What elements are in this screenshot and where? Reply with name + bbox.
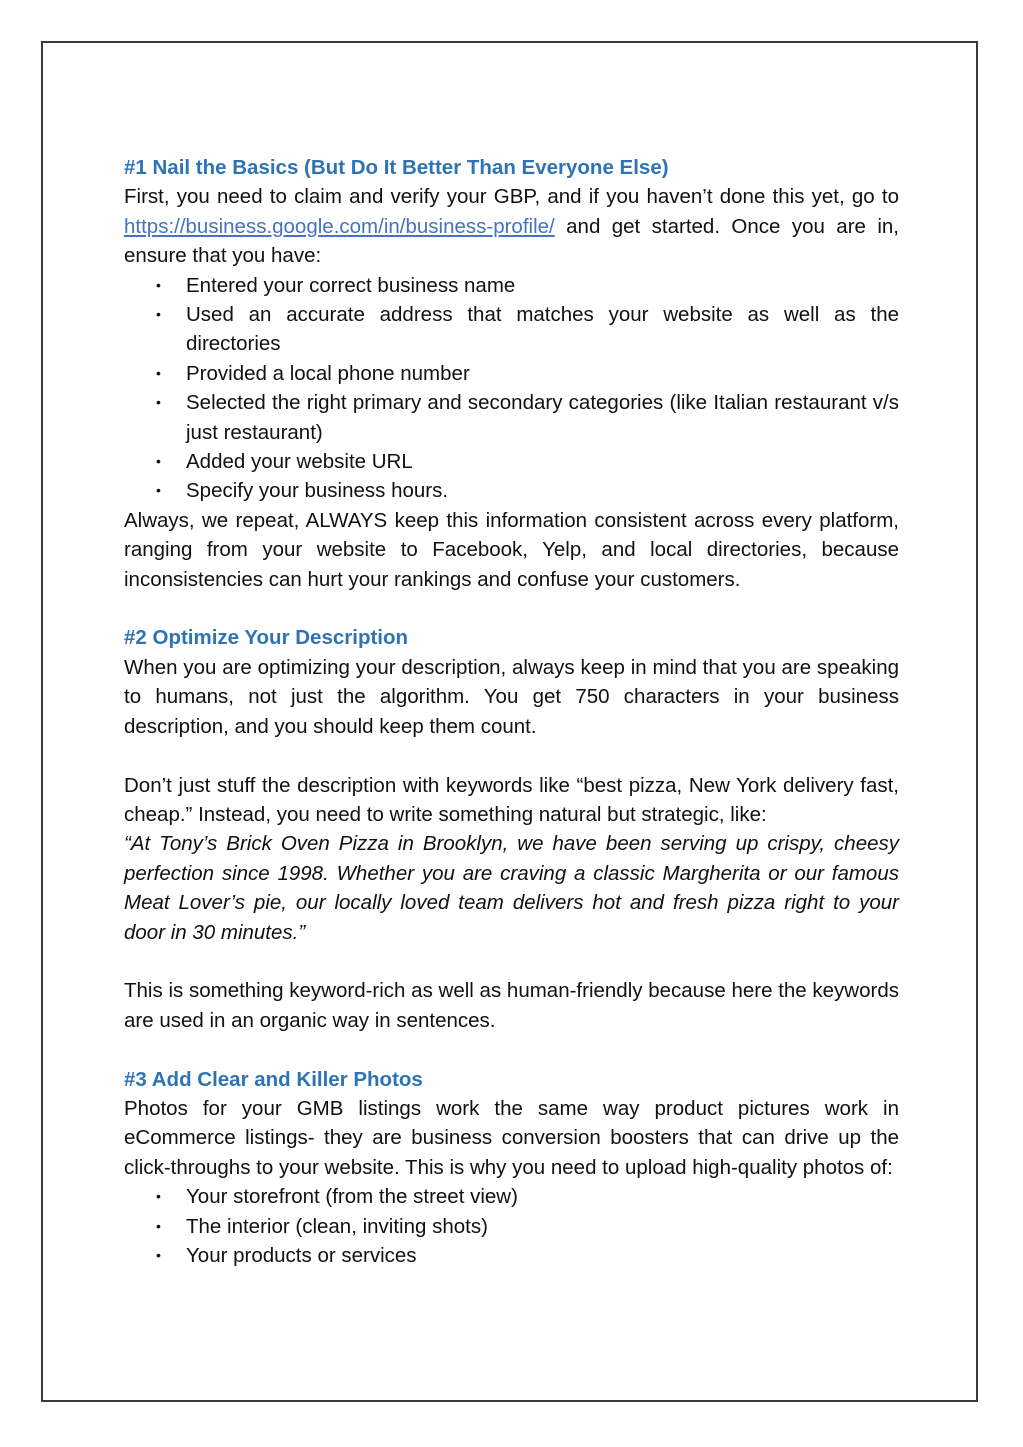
section-1-intro: [124, 182, 899, 270]
bullet-icon: •: [156, 306, 161, 323]
bullet-icon: •: [156, 364, 161, 381]
bullet-icon: •: [156, 276, 161, 293]
section-2-paragraph-1: When you are optimizing your description, always keep in mind that you are speaking to humans, not just the algorithm. You get 750 characters in your business description, and you should keep them count.: [124, 655, 899, 738]
list-item: [124, 388, 899, 447]
section-1-heading: #1 Nail the Basics (But Do It Better Than Everyone Else): [124, 156, 669, 179]
document-content: [124, 153, 899, 1270]
section-2-paragraph-3: This is something keyword-rich as well as human-friendly because here the keywords are used in an organic way in sentences.: [124, 979, 899, 1032]
bullet-icon: •: [156, 1217, 161, 1234]
list-item: [124, 1182, 899, 1211]
list-item-text: Used an accurate address that matches your website as well as the directories: [186, 303, 899, 356]
bullet-icon: •: [156, 1188, 161, 1205]
list-item: [124, 300, 899, 359]
bullet-icon: •: [156, 453, 161, 470]
list-item-text: Entered your correct business name: [186, 273, 516, 297]
list-item: [124, 447, 899, 476]
bullet-icon: •: [156, 394, 161, 411]
section-1-closing: Always, we repeat, ALWAYS keep this information consistent across every platform, ranging from your website to Facebook, Yelp, and local directories, because inconsistencies can hurt your rankings and confuse your customers.: [124, 508, 899, 591]
section-2-heading: #2 Optimize Your Description: [124, 626, 409, 650]
section-3-bullet-list: [124, 1182, 899, 1270]
list-item: [124, 476, 899, 505]
section-1-intro-text: First, you need to claim and verify your GBP, and if you haven’t done this yet, go to: [124, 185, 899, 209]
list-item: [124, 359, 899, 388]
spacer: [124, 1035, 899, 1064]
example-description-quote: “At Tony’s Brick Oven Pizza in Brooklyn, we have been serving up crispy, cheesy perfection since 1998. Whether you are craving a classic Margherita or our famous Meat Lover’s pie, our locally loved team delivers hot and fresh pizza right to your door in 30 minutes.”: [124, 832, 899, 944]
section-2-paragraph-2: Don’t just stuff the description with keywords like “best pizza, New York delivery fast, cheap.” Instead, you need to write something natural but strategic, like:: [124, 773, 899, 826]
list-item-text: Provided a local phone number: [186, 361, 470, 385]
section-1-bullet-list: [124, 271, 899, 506]
spacer: [124, 947, 899, 976]
list-item: [124, 1241, 899, 1270]
list-item-text: Your products or services: [186, 1243, 417, 1267]
section-1-intro-continued: and get started. Once you are in, ensure that you have:: [124, 214, 899, 268]
business-profile-link[interactable]: https://business.google.com/in/business-profile/: [124, 214, 555, 238]
list-item: [124, 1212, 899, 1241]
list-item-text: Your storefront (from the street view): [186, 1185, 518, 1209]
section-3-heading: #3 Add Clear and Killer Photos: [124, 1067, 423, 1091]
list-item-text: The interior (clean, inviting shots): [186, 1214, 488, 1238]
spacer: [124, 594, 899, 623]
bullet-icon: •: [156, 1246, 161, 1263]
section-3-paragraph-1: Photos for your GMB listings work the same way product pictures work in eCommerce listings- they are business conversion boosters that can drive up the click-throughs to your website. This is why you need to upload high-quality photos of:: [124, 1096, 899, 1179]
list-item: [124, 271, 899, 300]
spacer: [124, 741, 899, 770]
list-item-text: Selected the right primary and secondary categories (like Italian restaurant v/s just restaurant): [186, 391, 899, 444]
bullet-icon: •: [156, 482, 161, 499]
list-item-text: Specify your business hours.: [186, 479, 449, 503]
list-item-text: Added your website URL: [186, 450, 413, 474]
